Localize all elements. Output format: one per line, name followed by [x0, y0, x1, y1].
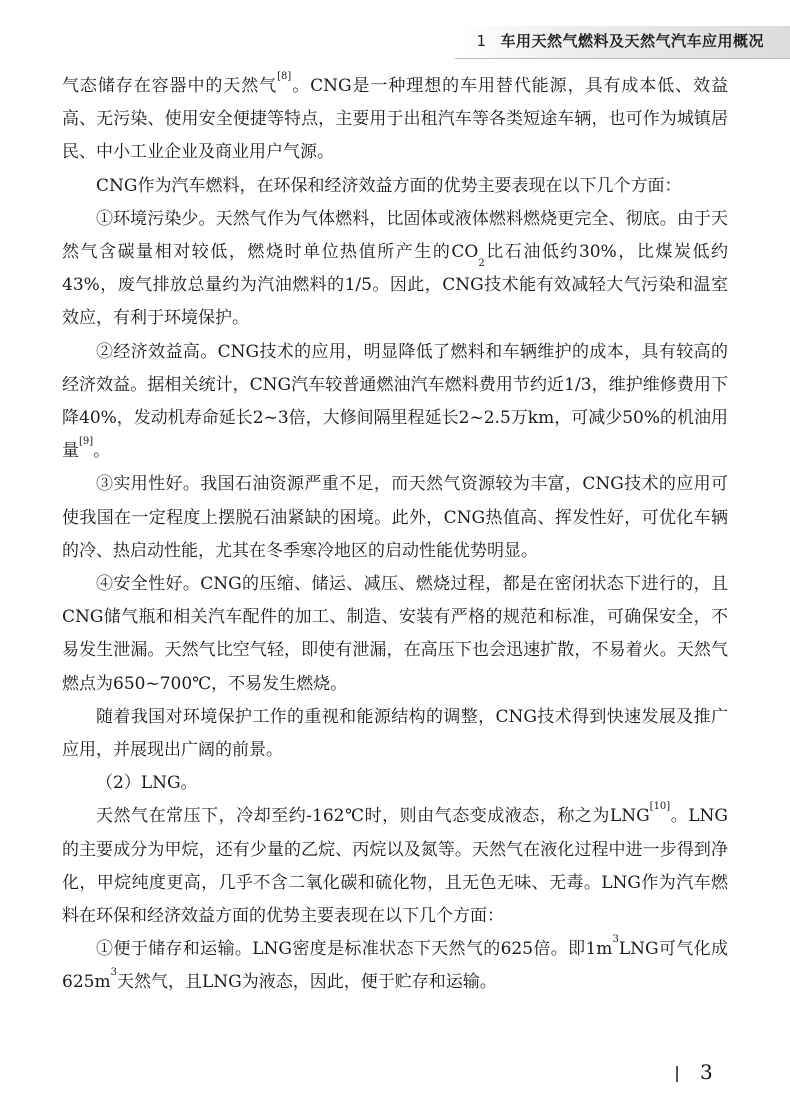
- subscript-2: 2: [478, 258, 485, 270]
- running-header: [476, 30, 764, 51]
- section-heading-lng: （2）LNG。: [96, 773, 198, 794]
- paragraph-2: CNG作为汽车燃料，在环保和经济效益方面的优势主要表现在以下几个方面：: [96, 175, 682, 196]
- footer-divider: [676, 1066, 678, 1082]
- paragraph-1: 气态储存在容器中的天然气[8]。CNG是一种理想的车用替代能源，具有成本低、效益高、无污染、使用安全便捷等特点，主要用于出租汽车等各类短途车辆，也可作为城镇居民、中小工业企业及商业用户气源。: [62, 71, 729, 163]
- paragraph-6: ④安全性好。CNG的压缩、储运、减压、燃烧过程，都是在密闭状态下进行的，且CNG储气瓶和相关汽车配件的加工、制造、安装有严格的规范和标准，可确保安全，不易发生泄漏。天然气比空气轻，即使有泄漏，在高压下也会迅速扩散，不易着火。天然气燃点为650~700℃，不易发生燃烧。: [62, 574, 728, 694]
- superscript-3b: 3: [110, 967, 117, 979]
- paragraph-3: ①环境污染少。天然气作为气体燃料，比固体或液体燃料燃烧更完全、彻底。由于天然气含碳量相对较低，燃烧时单位热值所产生的CO2比石油低约30%，比煤炭低约43%，废气排放总量约为汽油燃料的1/5。因此，CNG技术能有效减轻大气污染和温室效应，有利于环境保护。: [62, 208, 728, 329]
- superscript-3a: 3: [612, 934, 619, 946]
- paragraph-10: ①便于储存和运输。LNG密度是标准状态下天然气的625倍。即$1m^3LNG$可气化成$625m^3$天然气，且LNG为液态，因此，便于贮存和运输。: [62, 934, 728, 993]
- chapter-number: 1: [476, 32, 487, 50]
- paragraph-4: ②经济效益高。CNG技术的应用，明显降低了燃料和车辆维护的成本，具有较高的经济效益。据相关统计，CNG汽车较普通燃油汽车燃料费用节约近1/3，维护维修费用下降40%，发动机寿命延长2~3倍，大修间隔里程延长2~2.5万km，可减少50%的机油用量[9]。: [62, 341, 728, 462]
- citation-9[interactable]: [9]: [79, 436, 94, 448]
- page-number: 3: [700, 1060, 713, 1084]
- citation-10[interactable]: [10]: [649, 801, 671, 813]
- paragraph-9: 天然气在常压下，冷却至约-162℃时，则由气态变成液态，称之为LNG[10]。LNG的主要成分为甲烷，还有少量的乙烷、丙烷以及氮等。天然气在液化过程中进一步得到净化，甲烷纯度更高，几乎不含二氧化碳和硫化物，且无色无味、无毒。LNG作为汽车燃料在环保和经济效益方面的优势主要表现在以下几个方面：: [62, 801, 728, 927]
- chapter-title: 车用天然气燃料及天然气汽车应用概况: [500, 32, 764, 50]
- body-text: [62, 70, 728, 1000]
- citation-8[interactable]: [8]: [277, 71, 292, 82]
- paragraph-5: ③实用性好。我国石油资源严重不足，而天然气资源较为丰富，CNG技术的应用可使我国在一定程度上摆脱石油紧缺的困境。此外，CNG热值高、挥发性好，可优化车辆的冷、热启动性能，尤其在冬季寒冷地区的启动性能优势明显。: [62, 474, 728, 561]
- paragraph-7: 随着我国对环境保护工作的重视和能源结构的调整，CNG技术得到快速发展及推广应用，并展现出广阔的前景。: [62, 706, 728, 761]
